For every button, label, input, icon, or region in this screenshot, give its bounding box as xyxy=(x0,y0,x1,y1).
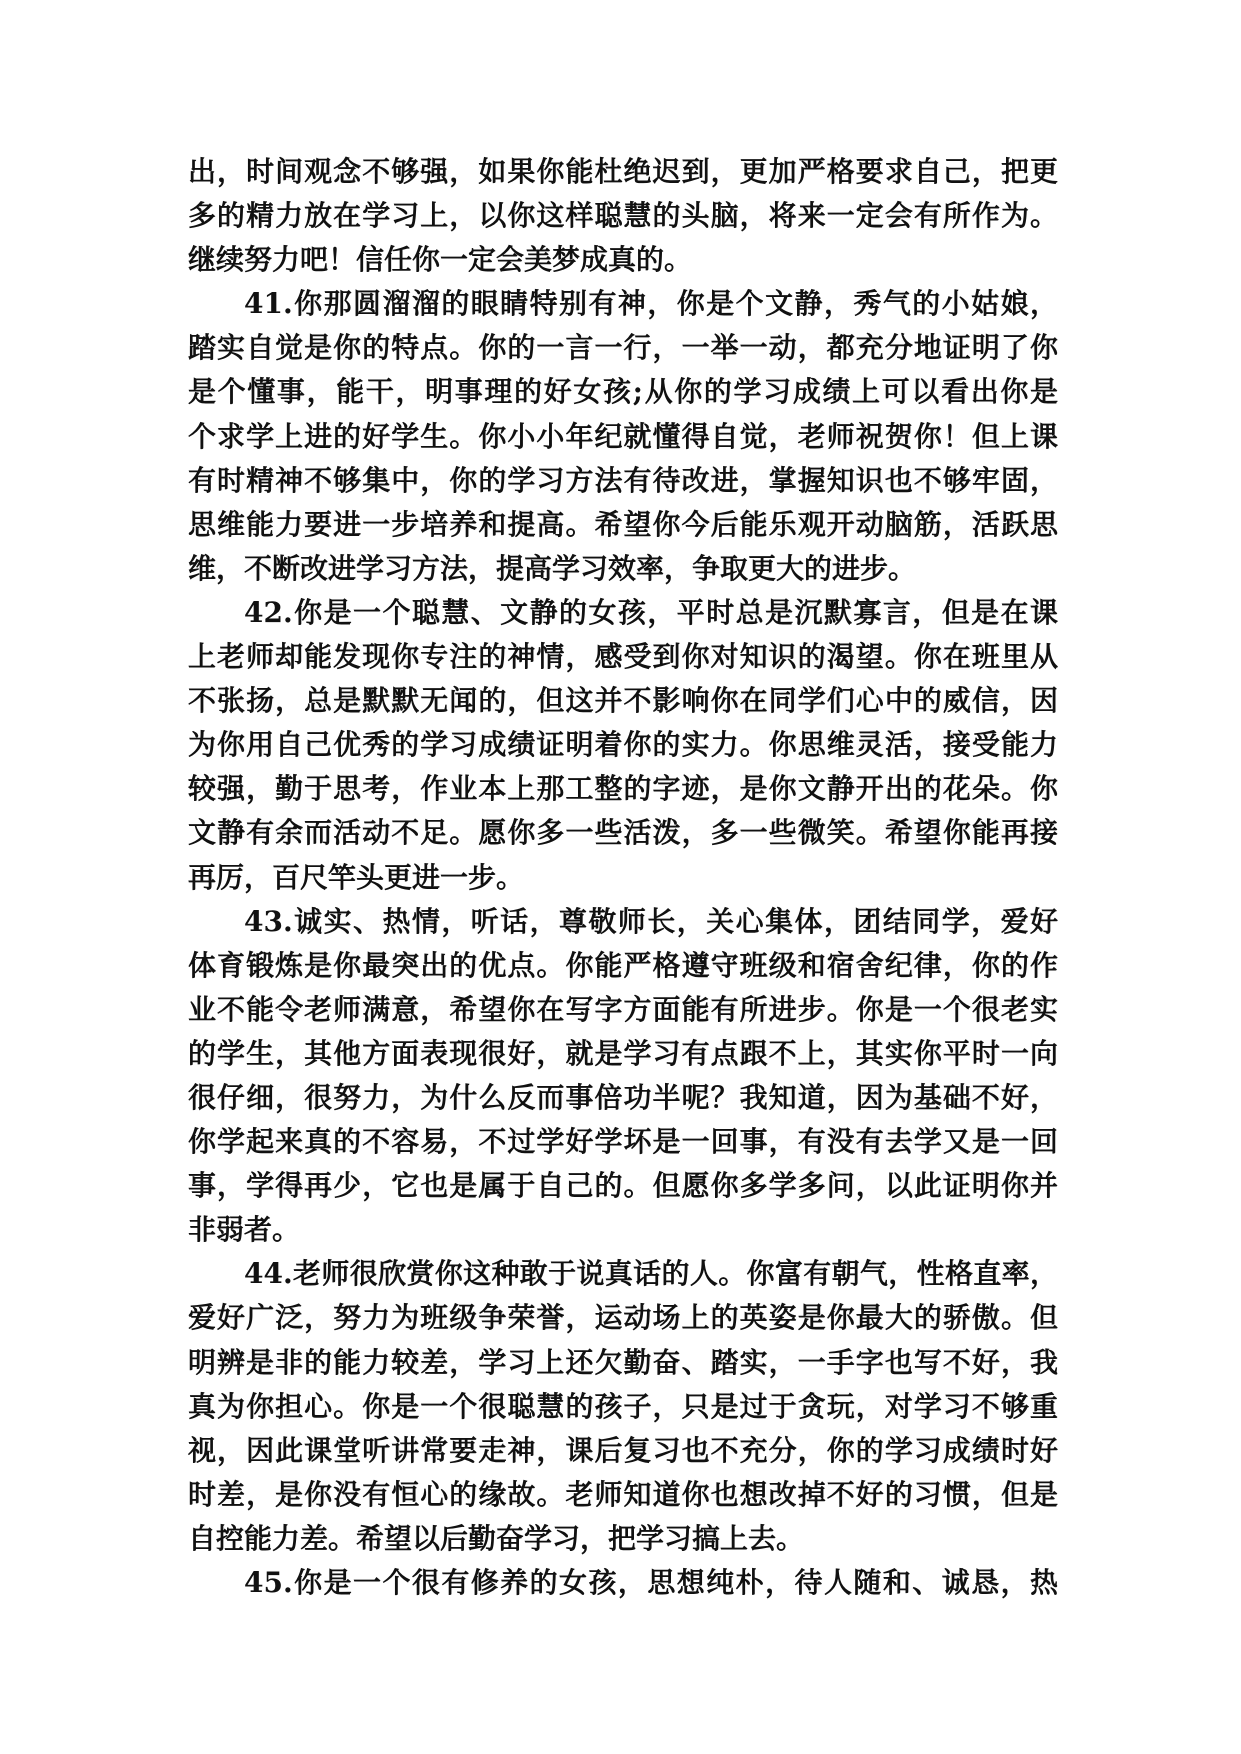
text-line: 再厉，百尺竿头更进一步。 xyxy=(188,860,525,894)
paragraph-41-start: 41.你那圆溜溜的眼睛特别有神，你是个文静，秀气的小姑娘， xyxy=(244,287,1058,321)
text-line: 出，时间观念不够强，如果你能杜绝迟到，更加严格要求自己，把更 xyxy=(188,155,1058,188)
text-line: 思维能力要进一步培养和提高。希望你今后能乐观开动脑筋，活跃思 xyxy=(188,507,1058,541)
text-line: 业不能令老师满意，希望你在写字方面能有所进步。你是一个很老实 xyxy=(188,992,1058,1026)
document-body xyxy=(188,150,1058,1605)
text-line: 爱好广泛，努力为班级争荣誉，运动场上的英姿是你最大的骄傲。但 xyxy=(188,1301,1058,1335)
text-line: 自控能力差。希望以后勤奋学习，把学习搞上去。 xyxy=(188,1521,805,1555)
text-line: 文静有余而活动不足。愿你多一些活泼，多一些微笑。希望你能再接 xyxy=(188,816,1058,850)
text-line: 上老师却能发现你专注的神情，感受到你对知识的渴望。你在班里从 xyxy=(188,640,1058,674)
text-line: 继续努力吧！信任你一定会美梦成真的。 xyxy=(188,243,693,277)
text-line: 多的精力放在学习上，以你这样聪慧的头脑，将来一定会有所作为。 xyxy=(188,199,1058,233)
text-line: 时差，是你没有恒心的缘故。老师知道你也想改掉不好的习惯，但是 xyxy=(188,1477,1058,1511)
text-line: 维，不断改进学习方法，提高学习效率，争取更大的进步。 xyxy=(188,551,917,585)
text-line: 个求学上进的好学生。你小小年纪就懂得自觉，老师祝贺你！但上课 xyxy=(188,419,1058,453)
text-line: 真为你担心。你是一个很聪慧的孩子，只是过于贪玩，对学习不够重 xyxy=(188,1389,1058,1423)
paragraph-45-start: 45.你是一个很有修养的女孩，思想纯朴，待人随和、诚恳，热 xyxy=(244,1566,1058,1599)
text-line: 踏实自觉是你的特点。你的一言一行，一举一动，都充分地证明了你 xyxy=(188,331,1058,365)
text-line: 不张扬，总是默默无闻的，但这并不影响你在同学们心中的威信，因 xyxy=(188,684,1058,718)
text-line: 的学生，其他方面表现很好，就是学习有点跟不上，其实你平时一向 xyxy=(188,1036,1058,1070)
text-line: 体育锻炼是你最突出的优点。你能严格遵守班级和宿舍纪律，你的作 xyxy=(188,948,1058,982)
text-line: 很仔细，很努力，为什么反而事倍功半呢？我知道，因为基础不好， xyxy=(188,1080,1058,1114)
text-line: 有时精神不够集中，你的学习方法有待改进，掌握知识也不够牢固， xyxy=(188,463,1058,497)
text-line: 明辨是非的能力较差，学习上还欠勤奋、踏实，一手字也写不好，我 xyxy=(188,1345,1058,1379)
paragraph-44-start: 44.老师很欣赏你这种敢于说真话的人。你富有朝气，性格直率， xyxy=(244,1257,1058,1291)
paragraph-43-start: 43.诚实、热情，听话，尊敬师长，关心集体，团结同学，爱好 xyxy=(244,904,1058,938)
text-line: 为你用自己优秀的学习成绩证明着你的实力。你思维灵活，接受能力 xyxy=(188,728,1058,762)
text-line: 视，因此课堂听讲常要走神，课后复习也不充分，你的学习成绩时好 xyxy=(188,1433,1058,1467)
text-line: 是个懂事，能干，明事理的好女孩;从你的学习成绩上可以看出你是 xyxy=(188,375,1058,409)
text-line: 非弱者。 xyxy=(188,1213,301,1247)
text-line: 较强，勤于思考，作业本上那工整的字迹，是你文静开出的花朵。你 xyxy=(188,772,1058,806)
text-line: 你学起来真的不容易，不过学好学坏是一回事，有没有去学又是一回 xyxy=(188,1125,1058,1159)
paragraph-42-start: 42.你是一个聪慧、文静的女孩，平时总是沉默寡言，但是在课 xyxy=(244,595,1058,629)
text-line: 事，学得再少，它也是属于自己的。但愿你多学多问，以此证明你并 xyxy=(188,1169,1058,1203)
